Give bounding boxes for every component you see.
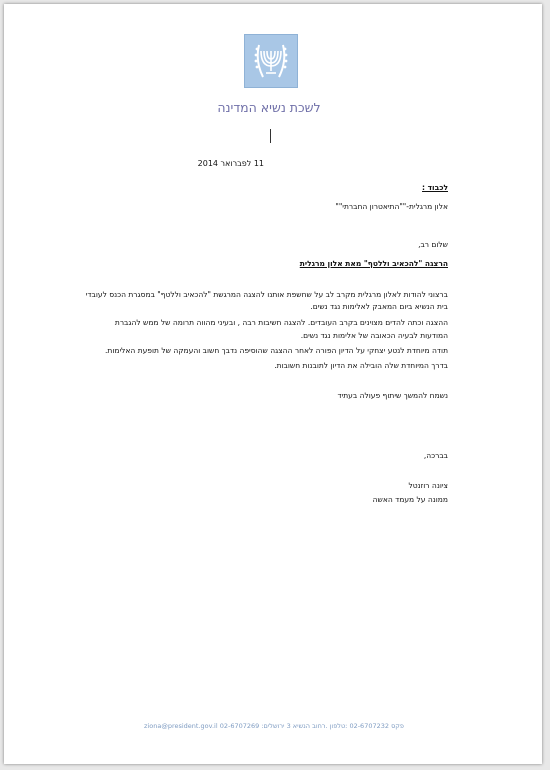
text-cursor (270, 129, 271, 143)
state-emblem-icon (244, 34, 298, 88)
menorah-emblem-icon (245, 35, 297, 87)
signatory-title: ממונה על מעמד האשה (372, 495, 448, 504)
letter-date: 11 לפברואר 2014 (197, 159, 264, 168)
body-line-4: המודעות לבעיה הכאובה של אלימות נגד נשים. (300, 331, 448, 340)
greeting: שלום רב, (418, 240, 448, 249)
body-line-1: ברצוני להודות לאלון מרגלית מקרב לב על שחשפת אותנו להצגה המרגשת "להכאיב וללטף" במסגרת הכנס לעובדי (85, 290, 448, 299)
signatory-name: ציונה רוזנטל (408, 481, 448, 490)
body-line-3: ההצגה וכתה להדים מצוינים בקרב העובדים. להצגה חשיבות רבה , ובעיני מהווה תרומה של ממש להגברת (114, 318, 448, 327)
sign-off: בברכה, (423, 451, 448, 460)
recipient-name: אלון מרגלית-""התיאטרון החברתי"" (335, 202, 448, 211)
subject-line: הרצגה "להכאיב וללטף" מאת אלון מרגלית (299, 259, 448, 268)
closing-wish: נשמח להמשך שיתוף פעולה בעתיד (337, 391, 448, 400)
office-name: לשכת נשיא המדינה (217, 100, 321, 115)
footer-contact: ziona@president.gov.il 02-6707269 :פקס 02-6707232 :טלפון .רחוב הנשיא 3 ירושלים (144, 722, 404, 730)
body-line-6: בדרך המיוחדת שלה הובילה את הדיון לתובנות חשובות. (274, 361, 448, 370)
body-line-2: בית הנשיא ביום המאבק לאלימות נגד נשים. (310, 302, 448, 311)
recipient-label: לכבוד : (422, 183, 448, 192)
body-line-5: תודה מיוחדת לנטע יצחקי על הדיון הפורה לאחר ההצגה שהוסיפה נדבך חשוב והעמקה של תופעת האלימות. (105, 346, 448, 355)
letter-page (4, 4, 542, 764)
